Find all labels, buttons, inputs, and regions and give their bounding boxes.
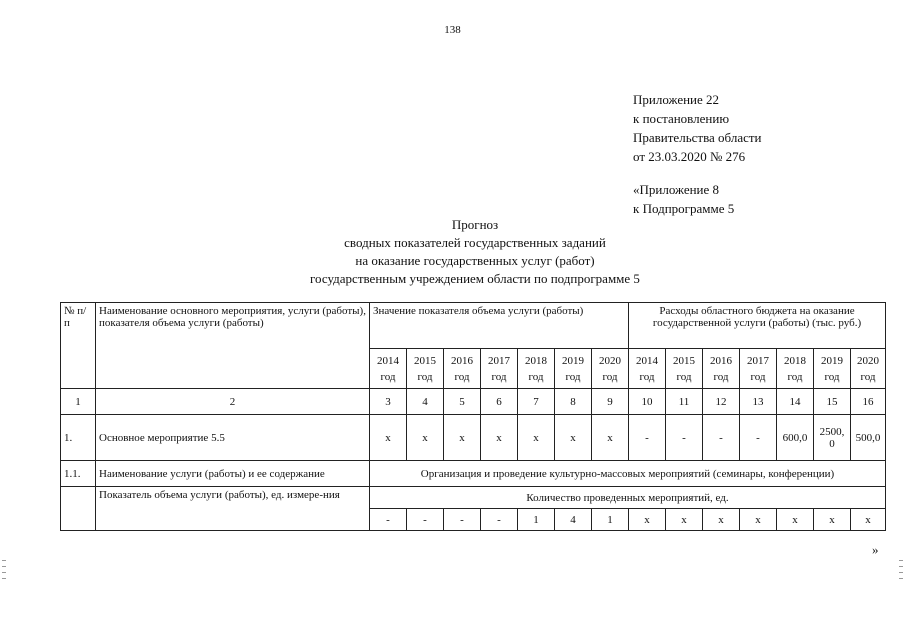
value-cell: х <box>407 415 444 461</box>
forecast-table <box>60 302 886 531</box>
index-cell: 3 <box>370 389 407 415</box>
year-cell: 2020 год <box>592 349 629 389</box>
value-cell: - <box>444 509 481 531</box>
index-cell: 9 <box>592 389 629 415</box>
year-cell: 2018 год <box>777 349 814 389</box>
unit-label: Количество проведенных мероприятий, ед. <box>370 487 886 509</box>
value-cell: х <box>592 415 629 461</box>
index-cell: 16 <box>851 389 886 415</box>
value-cell: х <box>518 415 555 461</box>
row-number <box>61 487 96 531</box>
index-cell: 5 <box>444 389 481 415</box>
index-cell: 13 <box>740 389 777 415</box>
index-cell: 4 <box>407 389 444 415</box>
year-cell: 2014 год <box>370 349 407 389</box>
appendix-line: Правительства области <box>633 130 762 145</box>
expense-cell: - <box>703 415 740 461</box>
year-cell: 2017 год <box>740 349 777 389</box>
value-cell: - <box>407 509 444 531</box>
index-cell: 14 <box>777 389 814 415</box>
expense-cell: х <box>666 509 703 531</box>
year-cell: 2017 год <box>481 349 518 389</box>
service-content: Организация и проведение культурно-массовых мероприятий (семинары, конференции) <box>370 461 886 487</box>
value-cell: - <box>481 509 518 531</box>
header-name: Наименование основного мероприятия, услуги (работы), показателя объема услуги (работы) <box>96 303 370 389</box>
index-cell: 1 <box>61 389 96 415</box>
appendix-line: от 23.03.2020 № 276 <box>633 149 746 164</box>
scan-edge-marks <box>899 560 903 584</box>
year-cell: 2015 год <box>407 349 444 389</box>
index-cell: 15 <box>814 389 851 415</box>
expense-cell: 600,0 <box>777 415 814 461</box>
index-cell: 11 <box>666 389 703 415</box>
year-cell: 2019 год <box>555 349 592 389</box>
expense-cell: 500,0 <box>851 415 886 461</box>
value-cell: х <box>555 415 592 461</box>
appendix-subprogram-reference <box>633 180 734 218</box>
table-row <box>61 461 886 487</box>
index-row <box>61 389 886 415</box>
year-cell: 2016 год <box>444 349 481 389</box>
document-title <box>220 216 730 288</box>
page-number: 138 <box>444 24 461 36</box>
appendix-line: к Подпрограмме 5 <box>633 201 735 216</box>
expense-cell: х <box>629 509 666 531</box>
value-cell: х <box>370 415 407 461</box>
title-line: сводных показателей государственных заданий <box>344 235 606 250</box>
value-cell: 1 <box>518 509 555 531</box>
appendix-line: к постановлению <box>633 111 730 126</box>
expense-cell: - <box>666 415 703 461</box>
table-row <box>61 487 886 509</box>
row-name: Показатель объема услуги (работы), ед. измере-ния <box>96 487 370 531</box>
appendix-reference <box>633 90 762 166</box>
row-name: Основное мероприятие 5.5 <box>96 415 370 461</box>
expense-cell: х <box>851 509 886 531</box>
value-cell: 4 <box>555 509 592 531</box>
value-cell: - <box>370 509 407 531</box>
closing-quote: » <box>872 542 879 557</box>
year-cell: 2014 год <box>629 349 666 389</box>
expense-cell: - <box>740 415 777 461</box>
table-row <box>61 415 886 461</box>
year-cell: 2020 год <box>851 349 886 389</box>
year-cell: 2018 год <box>518 349 555 389</box>
expense-cell: 2500,0 <box>814 415 851 461</box>
appendix-line: Приложение 22 <box>633 92 720 107</box>
value-cell: х <box>481 415 518 461</box>
title-line: Прогноз <box>451 217 499 232</box>
index-cell: 7 <box>518 389 555 415</box>
expense-cell: - <box>629 415 666 461</box>
appendix-line: «Приложение 8 <box>633 182 720 197</box>
title-line: государственным учреждением области по подпрограмме 5 <box>310 271 640 286</box>
expense-cell: х <box>777 509 814 531</box>
row-name: Наименование услуги (работы) и ее содержание <box>96 461 370 487</box>
index-cell: 2 <box>96 389 370 415</box>
header-number: № п/п <box>61 303 96 389</box>
index-cell: 12 <box>703 389 740 415</box>
index-cell: 6 <box>481 389 518 415</box>
year-cell: 2015 год <box>666 349 703 389</box>
value-cell: х <box>444 415 481 461</box>
index-cell: 10 <box>629 389 666 415</box>
expense-cell: х <box>740 509 777 531</box>
expense-cell: х <box>814 509 851 531</box>
scan-edge-marks <box>2 560 6 584</box>
year-cell: 2019 год <box>814 349 851 389</box>
value-cell: 1 <box>592 509 629 531</box>
year-cell: 2016 год <box>703 349 740 389</box>
header-expense-group: Расходы областного бюджета на оказание государственной услуги (работы) (тыс. руб.) <box>629 303 886 349</box>
title-line: на оказание государственных услуг (работ) <box>355 253 595 268</box>
row-number: 1.1. <box>61 461 96 487</box>
expense-cell: х <box>703 509 740 531</box>
header-row <box>61 303 886 349</box>
index-cell: 8 <box>555 389 592 415</box>
row-number: 1. <box>61 415 96 461</box>
header-value-group: Значение показателя объема услуги (работы) <box>370 303 629 349</box>
